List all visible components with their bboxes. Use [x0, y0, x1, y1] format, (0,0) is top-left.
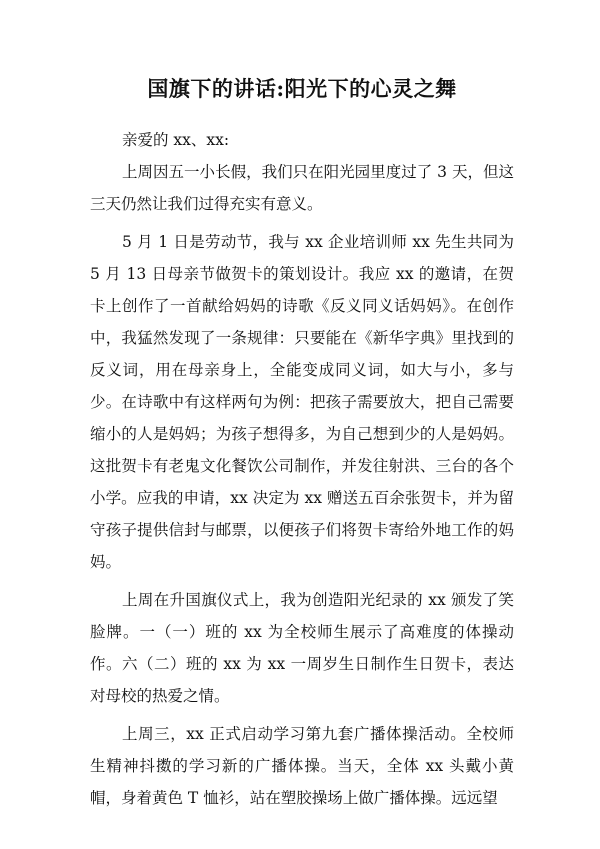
paragraph: 上周因五一小长假，我们只在阳光园里度过了 3 天，但这三天仍然让我们过得充实有意义。: [90, 163, 514, 213]
paragraph: 5 月 1 日是劳动节，我与 xx 企业培训师 xx 先生共同为 5 月 13 日母亲节做贺卡的策划设计。我应 xx 的邀请，在贺卡上创作了一首献给妈妈的诗歌《反义同义话妈妈》。在创作中，我猛然发现了一条规律：只要能在《新华字典》里找到的反义词，用在母亲身上，全能变成同义词，如大与小，多与少。在诗歌中有这样两句为例：把孩子需要放大，把自己需要缩小的人是妈妈；为孩子想得多，为自己想到少的人是妈妈。这批贺卡有老鬼文化餐饮公司制作，并发往射洪、三台的各个小学。应我的申请，xx 决定为 xx 赠送五百余张贺卡，并为留守孩子提供信封与邮票，以便孩子们将贺卡寄给外地工作的妈妈。: [90, 233, 514, 571]
paragraph: 上周三，xx 正式启动学习第九套广播体操活动。全校师生精神抖擞的学习新的广播体操。当天，全体 xx 头戴小黄帽，身着黄色 T 恤衫，站在塑胶操场上做广播体操。远远望: [90, 725, 514, 807]
salutation: 亲爱的 xx、xx:: [122, 131, 230, 149]
paragraph: 上周在升国旗仪式上，我为创造阳光纪录的 xx 颁发了笑脸牌。一（一）班的 xx 为全校师生展示了高难度的体操动作。六（二）班的 xx 为 xx 一周岁生日制作生日贺卡，表达对母校的热爱之情。: [90, 591, 514, 705]
document-title: 国旗下的讲话:阳光下的心灵之舞: [147, 76, 457, 101]
